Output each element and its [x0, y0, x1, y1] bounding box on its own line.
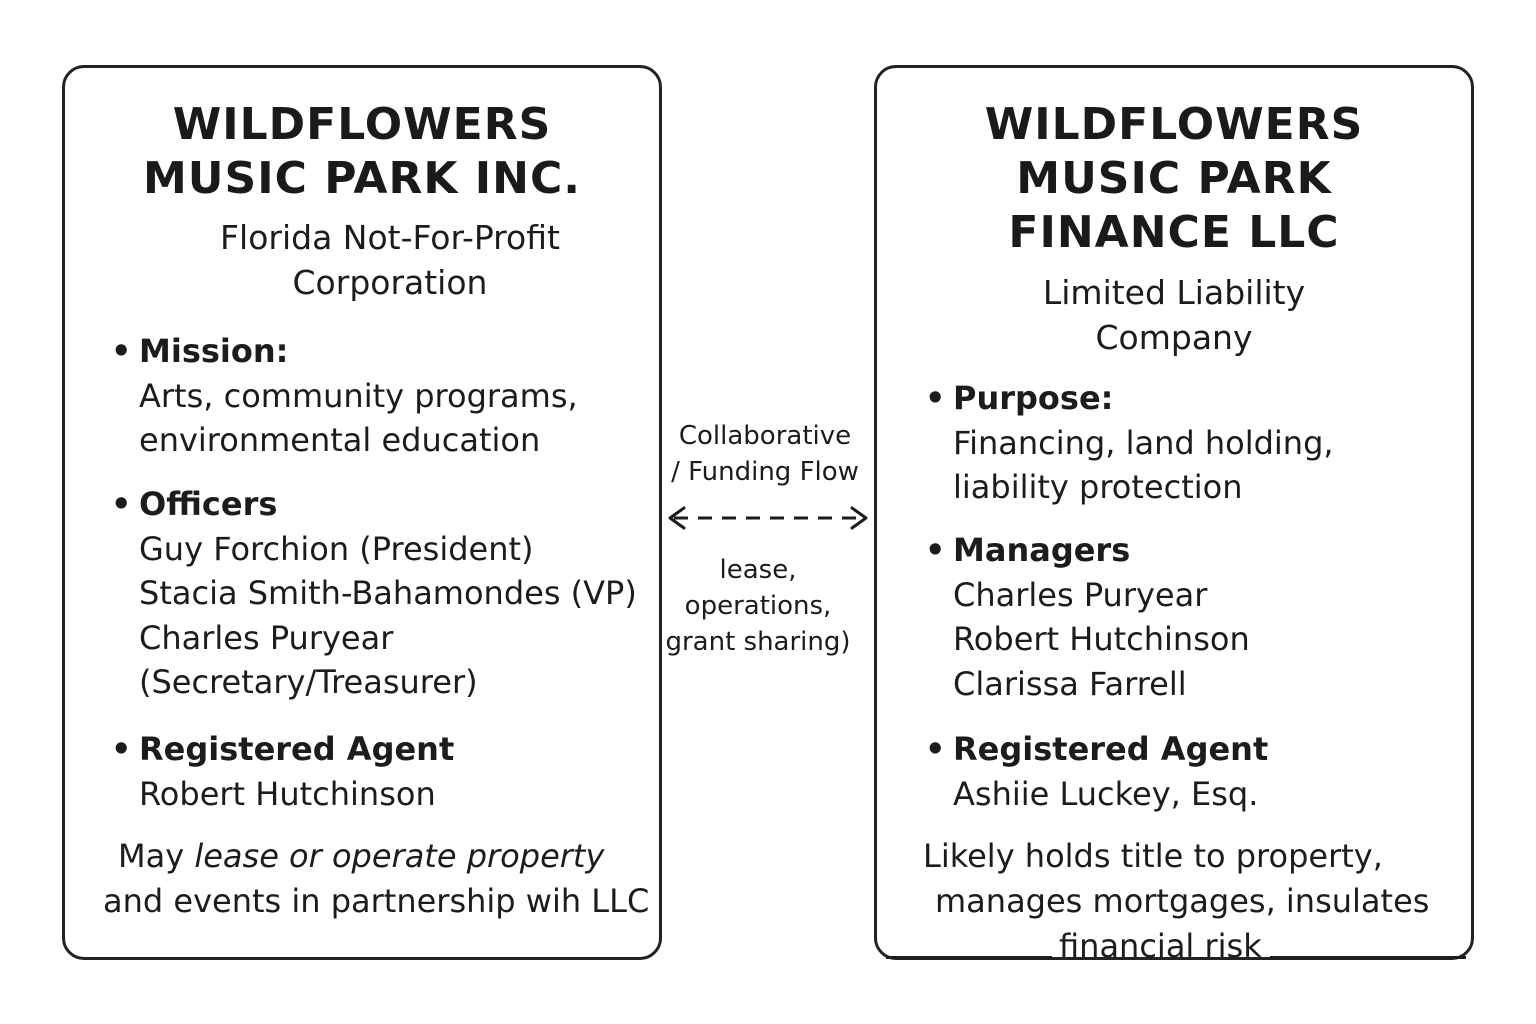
- manager-line-3: Clarissa Farrell: [953, 664, 1187, 703]
- llc-registered-agent-name: Ashiie Luckey, Esq.: [953, 774, 1259, 813]
- officer-line-4: (Secretary/Treasurer): [139, 663, 478, 701]
- llc-note: [923, 834, 1429, 969]
- nonprofit-subtitle: [65, 215, 715, 305]
- registered-agent-heading: Registered Agent: [139, 730, 455, 768]
- mission-bullet: [111, 329, 578, 463]
- registered-agent-name: Robert Hutchinson: [139, 774, 436, 813]
- registered-agent-bullet: [111, 727, 455, 816]
- bullet-dot: •: [111, 730, 132, 768]
- purpose-line-1: Financing, land holding,: [953, 423, 1334, 462]
- officers-heading: Officers: [139, 485, 278, 523]
- bidirectional-dashed-arrow: [664, 500, 872, 536]
- bullet-dot: •: [111, 332, 132, 370]
- nonprofit-title-line-1: WILDFLOWERS: [172, 99, 552, 150]
- llc-subtitle-line-1: Limited Liability: [1042, 273, 1306, 312]
- llc-registered-agent-heading: Registered Agent: [953, 730, 1269, 768]
- nonprofit-note-line-1: [103, 834, 649, 879]
- nonprofit-title-line-2: MUSIC PARK INC.: [143, 153, 581, 204]
- bullet-dot: •: [925, 531, 946, 569]
- connector-label-line-2: / Funding Flow: [671, 457, 859, 487]
- nonprofit-title: [65, 98, 659, 206]
- purpose-bullet: [925, 376, 1334, 510]
- llc-note-line-1: Likely holds title to property,: [923, 837, 1383, 875]
- note-underline-left: [886, 956, 1052, 959]
- officer-line-2: Stacia Smith-Bahamondes (VP): [139, 574, 637, 612]
- llc-title-line-2: MUSIC PARK: [1016, 153, 1332, 204]
- connector-detail-line-2: operations,: [684, 591, 832, 621]
- llc-note-line-2: manages mortgages, insulates: [935, 882, 1430, 920]
- purpose-line-2: liability protection: [953, 468, 1243, 506]
- nonprofit-subtitle-line-1: Florida Not-For-Profit: [220, 218, 560, 257]
- llc-note-line-3: financial risk: [1059, 927, 1262, 965]
- connector-label-line-1: Collaborative: [678, 421, 852, 451]
- llc-title: [877, 98, 1471, 260]
- llc-title-line-3: FINANCE LLC: [1008, 207, 1340, 258]
- officer-line-1: Guy Forchion (President): [139, 529, 534, 568]
- managers-heading: Managers: [953, 531, 1131, 569]
- nonprofit-note-prefix: May: [118, 837, 195, 875]
- manager-line-2: Robert Hutchinson: [953, 620, 1250, 658]
- llc-subtitle: [877, 270, 1471, 360]
- connector-label: [665, 418, 865, 490]
- note-underline-right: [1270, 956, 1466, 959]
- mission-line-1: Arts, community programs,: [139, 376, 578, 415]
- mission-line-2: environmental education: [139, 421, 541, 459]
- mission-heading: Mission:: [139, 332, 289, 370]
- officer-line-3: Charles Puryear: [139, 618, 394, 657]
- connector-detail-line-3: grant sharing): [665, 627, 851, 657]
- managers-bullet: [925, 528, 1250, 706]
- llc-subtitle-line-2: Company: [1095, 318, 1253, 357]
- llc-registered-agent-bullet: [925, 727, 1269, 816]
- bullet-dot: •: [111, 485, 132, 523]
- llc-title-line-1: WILDFLOWERS: [984, 99, 1364, 150]
- purpose-heading: Purpose:: [953, 379, 1114, 417]
- nonprofit-note-italic: lease or operate property: [194, 837, 605, 875]
- nonprofit-note-line-2: and events in partnership wih LLC: [103, 882, 650, 920]
- connector-detail: [658, 552, 858, 660]
- bullet-dot: •: [925, 379, 946, 417]
- nonprofit-note: [103, 834, 649, 924]
- connector-detail-line-1: lease,: [719, 555, 797, 585]
- officers-bullet: [111, 482, 637, 705]
- nonprofit-subtitle-line-2: Corporation: [292, 263, 488, 302]
- manager-line-1: Charles Puryear: [953, 575, 1208, 614]
- llc-entity-box: [874, 65, 1474, 965]
- nonprofit-entity-box: [62, 65, 662, 960]
- bullet-dot: •: [925, 730, 946, 768]
